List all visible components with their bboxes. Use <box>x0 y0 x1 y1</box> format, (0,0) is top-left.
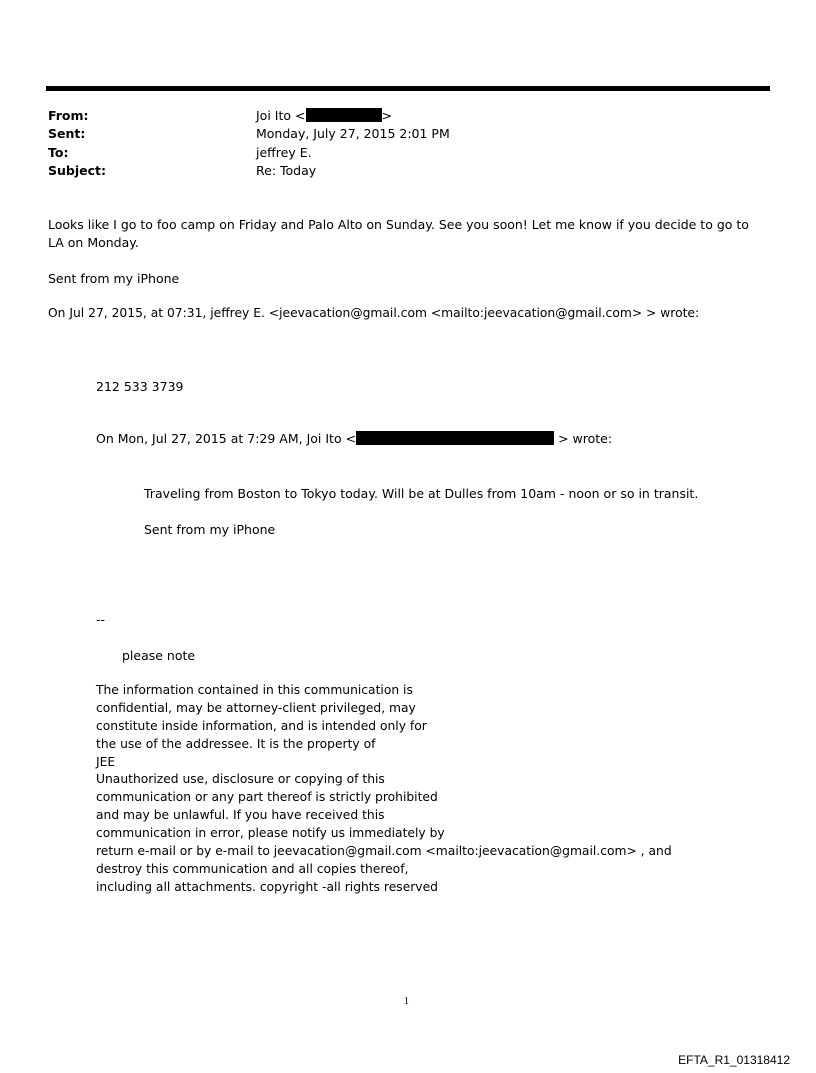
subject-label: Subject: <box>48 163 106 178</box>
from-value <box>256 108 392 124</box>
disclaimer-line: return e-mail or by e-mail to jeevacation@gmail.com <mailto:jeevacation@gmail.com> , and <box>96 844 672 859</box>
disclaimer-line: and may be unlawful. If you have received this <box>96 808 385 823</box>
disclaimer <box>96 682 696 897</box>
nested-quote-prefix: On Mon, Jul 27, 2015 at 7:29 AM, Joi Ito <box>96 431 342 446</box>
from-name: Joi Ito <box>256 108 292 123</box>
disclaimer-line: including all attachments. copyright -all rights reserved <box>96 879 438 894</box>
disclaimer-line: The information contained in this communication is <box>96 683 413 697</box>
reply-text: Looks like I go to foo camp on Friday and Palo Alto on Sunday. See you soon! Let me know if you decide to go to LA on Monday. <box>48 217 749 250</box>
redaction-block <box>356 431 554 445</box>
redaction-block <box>306 108 382 122</box>
nested-text: Traveling from Boston to Tokyo today. Will be at Dulles from 10am - noon or so in transit. <box>144 486 699 501</box>
from-open-bracket: < <box>295 108 306 123</box>
disclaimer-line: destroy this communication and all copies thereof, <box>96 861 409 876</box>
nested-quote-header <box>96 430 612 447</box>
sent-value: Monday, July 27, 2015 2:01 PM <box>256 126 450 141</box>
disclaimer-line: JEE <box>96 754 116 769</box>
disclaimer-line: the use of the addressee. It is the property of <box>96 736 376 751</box>
to-label: To: <box>48 145 69 160</box>
signature: Sent from my iPhone <box>48 271 180 286</box>
document-id: EFTA_R1_01318412 <box>678 1053 790 1067</box>
disclaimer-line: Unauthorized use, disclosure or copying of this <box>96 772 385 787</box>
header-rule <box>46 86 770 91</box>
nested-quote-suffix: > wrote: <box>558 431 613 446</box>
quote-header: On Jul 27, 2015, at 07:31, jeffrey E. <jeevacation@gmail.com <mailto:jeevacation@gmail.com> > wrote: <box>48 306 700 320</box>
from-label: From: <box>48 108 89 123</box>
disclaimer-line: confidential, may be attorney-client privileged, may <box>96 700 416 715</box>
disclaimer-line: constitute inside information, and is intended only for <box>96 718 427 733</box>
to-value: jeffrey E. <box>256 145 312 160</box>
nested-quote-open-bracket: < <box>345 431 357 446</box>
from-close-bracket: > <box>381 108 392 123</box>
separator: -- <box>96 612 106 627</box>
nested-signature: Sent from my iPhone <box>144 522 276 537</box>
phone-number: 212 533 3739 <box>96 379 184 394</box>
page-number: 1 <box>404 996 409 1007</box>
disclaimer-line: communication or any part thereof is strictly prohibited <box>96 790 438 805</box>
subject-value: Re: Today <box>256 163 317 178</box>
disclaimer-line: communication in error, please notify us immediately by <box>96 826 445 841</box>
sent-label: Sent: <box>48 126 86 141</box>
please-note: please note <box>122 648 196 663</box>
